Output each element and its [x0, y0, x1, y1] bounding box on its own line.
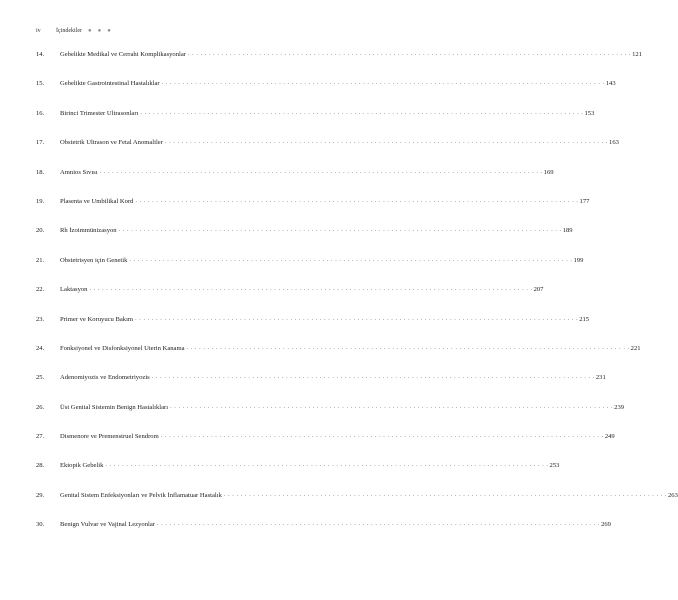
- toc-entry[interactable]: [36, 403, 625, 432]
- toc-dot-leader: . . . . . . . . . . . . . . . . . . . . . . . . . . . . . . . . . . . . . . . . . . . . . . . . . . . . . . . . . . . . . . . . . . . . . . . . . . . . . . . . . . . . . . . . . . . . . . . . . . . . . . . . . .: [129, 256, 573, 263]
- toc-entry-title: Plasenta ve Umbilikal Kord: [60, 197, 134, 205]
- toc-entry[interactable]: [36, 285, 544, 314]
- toc-dot-leader: . . . . . . . . . . . . . . . . . . . . . . . . . . . . . . . . . . . . . . . . . . . . . . . . . . . . . . . . . . . . . . . . . . . . . . . . . . . . . . . . . . . . . . . . . . . . . . . . . . . . . . . . . .: [89, 286, 533, 293]
- toc-dot-leader: . . . . . . . . . . . . . . . . . . . . . . . . . . . . . . . . . . . . . . . . . . . . . . . . . . . . . . . . . . . . . . . . . . . . . . . . . . . . . . . . . . . . . . . . . . . . . . . . . . . . . . . . . .: [140, 109, 584, 116]
- toc-entry-page: 239: [614, 403, 625, 411]
- toc-entry-title: Gebelikte Gastrointestinal Hastalıklar: [60, 80, 160, 88]
- toc-entry-page: 263: [667, 491, 678, 499]
- toc-entry-number: 27.: [36, 433, 45, 441]
- toc-entry-number: 23.: [36, 315, 45, 323]
- toc-dot-leader: . . . . . . . . . . . . . . . . . . . . . . . . . . . . . . . . . . . . . . . . . . . . . . . . . . . . . . . . . . . . . . . . . . . . . . . . . . . . . . . . . . . . . . . . . . . . . . . . . . . . . . . . . .: [135, 315, 579, 322]
- toc-entry-number: 17.: [36, 139, 45, 147]
- toc-entry-page: 169: [543, 168, 554, 176]
- toc-entry[interactable]: [36, 109, 595, 138]
- toc-entry-number: 29.: [36, 491, 45, 499]
- toc-dot-leader: . . . . . . . . . . . . . . . . . . . . . . . . . . . . . . . . . . . . . . . . . . . . . . . . . . . . . . . . . . . . . . . . . . . . . . . . . . . . . . . . . . . . . . . . . . . . . . . . . . . . . . . . . .: [164, 139, 609, 146]
- toc-entry-page: 253: [549, 462, 560, 470]
- toc-entry-page: 269: [601, 521, 611, 529]
- toc-entry-page: 163: [609, 139, 619, 147]
- toc-dot-leader: . . . . . . . . . . . . . . . . . . . . . . . . . . . . . . . . . . . . . . . . . . . . . . . . . . . . . . . . . . . . . . . . . . . . . . . . . . . . . . . . . . . . . . . . . . . . . . . . . . . . . . . . . .: [156, 521, 601, 528]
- toc-entry-number: 24.: [36, 344, 45, 352]
- decorative-dot: ●: [107, 28, 111, 34]
- toc-entry-number: 21.: [36, 256, 45, 264]
- toc-dot-leader: . . . . . . . . . . . . . . . . . . . . . . . . . . . . . . . . . . . . . . . . . . . . . . . . . . . . . . . . . . . . . . . . . . . . . . . . . . . . . . . . . . . . . . . . . . . . . . . . . . . . . . . . . .: [223, 491, 667, 498]
- toc-entry-page: 189: [562, 227, 573, 235]
- toc-dot-leader: . . . . . . . . . . . . . . . . . . . . . . . . . . . . . . . . . . . . . . . . . . . . . . . . . . . . . . . . . . . . . . . . . . . . . . . . . . . . . . . . . . . . . . . . . . . . . . . . . . . . . . . . . .: [161, 80, 605, 87]
- toc-entry-title: Obstetrisyen için Genetik: [60, 256, 128, 264]
- toc-entry-number: 26.: [36, 403, 45, 411]
- toc-entry[interactable]: [36, 197, 590, 226]
- toc-entry-title: Üst Genital Sistemin Benign Hastalıkları: [60, 403, 169, 411]
- toc-dot-leader: . . . . . . . . . . . . . . . . . . . . . . . . . . . . . . . . . . . . . . . . . . . . . . . . . . . . . . . . . . . . . . . . . . . . . . . . . . . . . . . . . . . . . . . . . . . . . . . . . . . . . . . . . .: [160, 433, 604, 440]
- toc-entry-page: 153: [584, 109, 595, 117]
- toc-entry[interactable]: [36, 373, 606, 402]
- running-header: [36, 28, 111, 34]
- toc-entry-title: Obstetrik Ultrason ve Fetal Anomaliler: [60, 139, 163, 147]
- table-of-contents: [36, 50, 678, 550]
- toc-entry-number: 19.: [36, 197, 45, 205]
- toc-entry-title: Adenomiyozis ve Endometriyozis: [60, 374, 150, 382]
- toc-dot-leader: . . . . . . . . . . . . . . . . . . . . . . . . . . . . . . . . . . . . . . . . . . . . . . . . . . . . . . . . . . . . . . . . . . . . . . . . . . . . . . . . . . . . . . . . . . . . . . . . . . . . . . . . . .: [135, 197, 579, 204]
- toc-entry-number: 15.: [36, 80, 45, 88]
- header-decorative-dots: [88, 28, 111, 34]
- toc-entry[interactable]: [36, 256, 584, 285]
- toc-entry[interactable]: [36, 461, 560, 490]
- toc-entry-title: Primer ve Koruyucu Bakım: [60, 315, 134, 323]
- toc-entry-title: Rh İzoimmünizasyon: [60, 227, 117, 235]
- toc-entry-title: Fonksiyonel ve Disfonksiyonel Uterin Kanama: [60, 344, 185, 352]
- toc-entry-number: 14.: [36, 51, 45, 58]
- toc-entry[interactable]: [36, 432, 615, 461]
- toc-dot-leader: . . . . . . . . . . . . . . . . . . . . . . . . . . . . . . . . . . . . . . . . . . . . . . . . . . . . . . . . . . . . . . . . . . . . . . . . . . . . . . . . . . . . . . . . . . . . . . . . . . . . . . . . . .: [187, 51, 632, 57]
- toc-dot-leader: . . . . . . . . . . . . . . . . . . . . . . . . . . . . . . . . . . . . . . . . . . . . . . . . . . . . . . . . . . . . . . . . . . . . . . . . . . . . . . . . . . . . . . . . . . . . . . . . . . . . . . . . . .: [186, 344, 630, 351]
- toc-entry-number: 28.: [36, 462, 45, 470]
- toc-entry-number: 16.: [36, 109, 45, 117]
- toc-entry-number: 20.: [36, 227, 45, 235]
- toc-entry[interactable]: [36, 344, 641, 373]
- toc-entry-title: Genital Sistem Enfeksiyonları ve Pelvik İnflamatuar Hastalık: [60, 491, 222, 499]
- toc-entry[interactable]: [36, 138, 619, 167]
- toc-entry-page: 143: [605, 80, 616, 88]
- toc-dot-leader: . . . . . . . . . . . . . . . . . . . . . . . . . . . . . . . . . . . . . . . . . . . . . . . . . . . . . . . . . . . . . . . . . . . . . . . . . . . . . . . . . . . . . . . . . . . . . . . . . . . . . . . . . .: [99, 168, 543, 175]
- toc-entry-title: Ektopik Gebelik: [60, 462, 104, 470]
- toc-entry-title: Laktasyon: [60, 286, 88, 294]
- toc-dot-leader: . . . . . . . . . . . . . . . . . . . . . . . . . . . . . . . . . . . . . . . . . . . . . . . . . . . . . . . . . . . . . . . . . . . . . . . . . . . . . . . . . . . . . . . . . . . . . . . . . . . . . . . . . .: [170, 403, 614, 410]
- toc-entry-number: 25.: [36, 374, 45, 382]
- toc-entry[interactable]: [36, 315, 590, 344]
- toc-entry-title: Birinci Trimester Ultrasonları: [60, 109, 139, 117]
- toc-entry-page: 177: [579, 197, 590, 205]
- toc-entry-page: 199: [573, 256, 584, 264]
- toc-entry-number: 18.: [36, 168, 45, 176]
- toc-entry[interactable]: [36, 168, 554, 197]
- toc-entry-title: Gebelikte Medikal ve Cerrahi Komplikasyonlar: [60, 51, 186, 58]
- toc-dot-leader: . . . . . . . . . . . . . . . . . . . . . . . . . . . . . . . . . . . . . . . . . . . . . . . . . . . . . . . . . . . . . . . . . . . . . . . . . . . . . . . . . . . . . . . . . . . . . . . . . . . . . . . . . .: [151, 374, 595, 381]
- toc-entry[interactable]: [36, 226, 573, 255]
- toc-entry-title: Benign Vulvar ve Vajinal Lezyonlar: [60, 521, 155, 529]
- toc-entry-page: 221: [630, 344, 641, 352]
- toc-entry-number: 22.: [36, 286, 45, 294]
- toc-entry[interactable]: [36, 79, 616, 108]
- toc-entry-title: Dismenore ve Premenstruel Sendrom: [60, 433, 159, 441]
- toc-entry-page: 249: [604, 433, 615, 441]
- toc-entry[interactable]: [36, 50, 642, 79]
- header-section-title: İçindekiler: [56, 28, 82, 34]
- toc-entry[interactable]: [36, 520, 611, 549]
- toc-dot-leader: . . . . . . . . . . . . . . . . . . . . . . . . . . . . . . . . . . . . . . . . . . . . . . . . . . . . . . . . . . . . . . . . . . . . . . . . . . . . . . . . . . . . . . . . . . . . . . . . . . . . . . . . . .: [118, 227, 562, 234]
- decorative-dot: ●: [88, 28, 92, 34]
- toc-entry-page: 121: [632, 51, 642, 58]
- decorative-dot: ●: [97, 28, 102, 34]
- toc-entry-page: 207: [533, 286, 544, 294]
- toc-entry[interactable]: [36, 491, 678, 520]
- toc-entry-title: Amnios Sıvısı: [60, 168, 98, 176]
- header-page-number: iv: [36, 28, 41, 34]
- toc-dot-leader: . . . . . . . . . . . . . . . . . . . . . . . . . . . . . . . . . . . . . . . . . . . . . . . . . . . . . . . . . . . . . . . . . . . . . . . . . . . . . . . . . . . . . . . . . . . . . . . . . . . . . . . . . .: [105, 462, 549, 469]
- toc-entry-number: 30.: [36, 521, 45, 529]
- toc-entry-page: 231: [595, 374, 606, 382]
- toc-entry-page: 215: [579, 315, 590, 323]
